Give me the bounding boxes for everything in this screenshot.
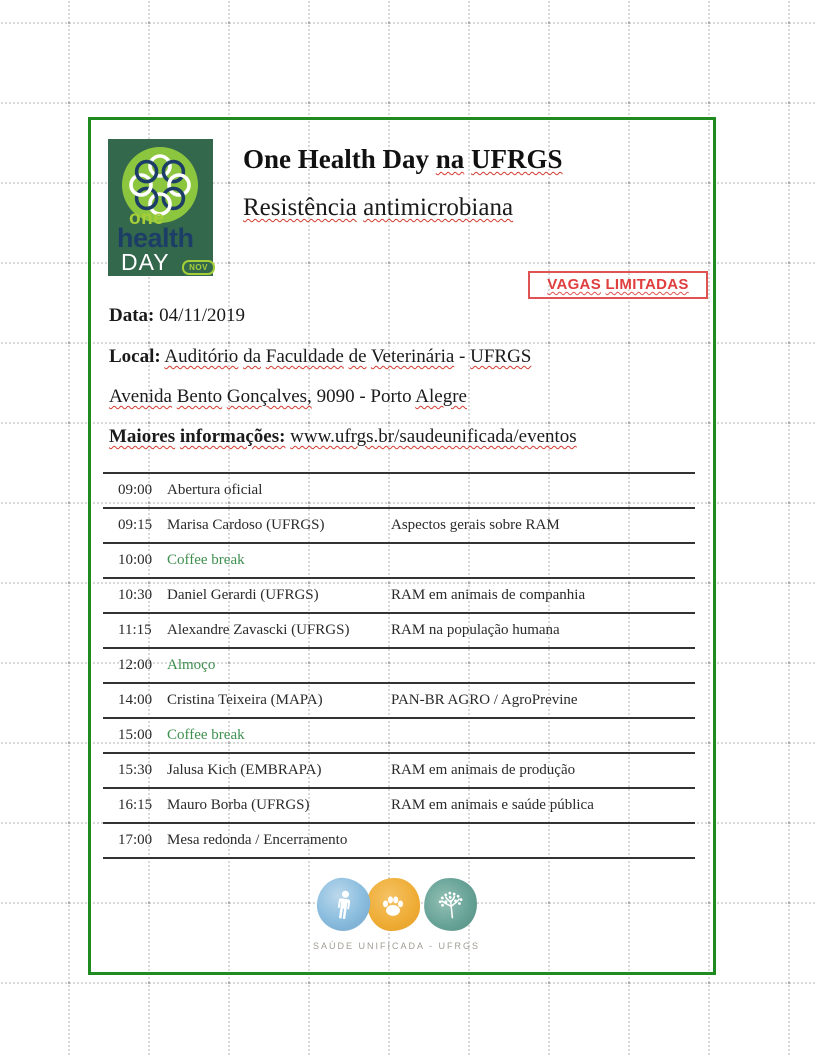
schedule-time: 15:00 bbox=[118, 727, 153, 743]
logo-word-one: one bbox=[129, 208, 165, 229]
text-token: Faculdade bbox=[265, 346, 344, 367]
schedule-speaker: Almoço bbox=[167, 657, 216, 673]
location-line bbox=[109, 346, 531, 368]
text-token: Resistência bbox=[243, 194, 357, 221]
tree-icon bbox=[421, 875, 479, 933]
schedule-row bbox=[103, 682, 695, 717]
schedule-speaker: Abertura oficial bbox=[167, 482, 263, 498]
text-token: da bbox=[243, 346, 261, 367]
schedule-row bbox=[103, 752, 695, 787]
text-token: de bbox=[348, 346, 367, 367]
schedule-speaker: Daniel Gerardi (UFRGS) bbox=[167, 587, 319, 603]
text-token: na bbox=[435, 144, 465, 174]
more-info-line bbox=[109, 426, 577, 448]
text-token: Maiores bbox=[109, 426, 176, 447]
footer-caption: SAÚDE UNIFICADA - UFRGS bbox=[312, 941, 480, 951]
schedule-row bbox=[103, 822, 695, 857]
logo-word-health: health bbox=[117, 223, 194, 253]
schedule-speaker: Mesa redonda / Encerramento bbox=[167, 832, 348, 848]
text-token: informações: bbox=[179, 426, 286, 447]
text-token: LIMITADAS bbox=[605, 276, 689, 293]
person-icon bbox=[313, 875, 373, 935]
text-token: Auditório bbox=[164, 346, 239, 367]
event-flyer bbox=[88, 117, 716, 975]
text-token: Veterinária bbox=[370, 346, 455, 367]
text-token: Gonçalves, bbox=[226, 386, 312, 407]
schedule-time: 09:00 bbox=[118, 482, 153, 498]
page-title bbox=[243, 144, 563, 175]
text-token: 04/11/2019 bbox=[154, 305, 245, 326]
text-token: Data: bbox=[109, 305, 155, 326]
text-token: www.ufrgs.br/saudeunificada/eventos bbox=[290, 426, 577, 447]
text-token: Local: bbox=[109, 346, 161, 367]
schedule-time: 12:00 bbox=[118, 657, 153, 673]
saude-unificada-logos bbox=[80, 878, 713, 931]
text-token: VAGAS bbox=[547, 276, 601, 293]
schedule-row bbox=[103, 647, 695, 682]
text-token: UFRGS bbox=[471, 144, 563, 174]
schedule-topic: RAM em animais e saúde pública bbox=[391, 797, 594, 813]
schedule-speaker: Coffee break bbox=[167, 727, 245, 743]
schedule-time: 10:00 bbox=[118, 552, 153, 568]
text-token: Alegre bbox=[415, 386, 467, 407]
schedule-speaker: Coffee break bbox=[167, 552, 245, 568]
schedule-row bbox=[103, 472, 695, 507]
address-line bbox=[109, 386, 467, 408]
schedule-topic: RAM em animais de companhia bbox=[391, 587, 586, 603]
schedule-speaker: Cristina Teixeira (MAPA) bbox=[167, 692, 323, 708]
logo-nov-badge: NOV bbox=[182, 260, 215, 275]
text-token: One Health Day bbox=[243, 144, 436, 174]
one-health-day-logo bbox=[108, 139, 213, 276]
text-token: Avenida bbox=[109, 386, 172, 407]
schedule-time: 15:30 bbox=[118, 762, 153, 778]
schedule-table bbox=[103, 472, 695, 859]
text-token: 9090 - Porto bbox=[311, 386, 416, 407]
schedule-time: 17:00 bbox=[118, 832, 153, 848]
schedule-speaker: Mauro Borba (UFRGS) bbox=[167, 797, 310, 813]
schedule-time: 09:15 bbox=[118, 517, 153, 533]
schedule-row bbox=[103, 787, 695, 822]
schedule-topic: RAM na população humana bbox=[391, 622, 560, 638]
logo-word-day: DAY bbox=[121, 249, 170, 275]
vagas-limitadas-badge bbox=[528, 271, 708, 299]
schedule-time: 10:30 bbox=[118, 587, 153, 603]
schedule-row bbox=[103, 612, 695, 647]
text-token: Bento bbox=[176, 386, 223, 407]
schedule-topic: PAN-BR AGRO / AgroPrevine bbox=[391, 692, 578, 708]
page-subtitle bbox=[243, 194, 513, 222]
schedule-topic: Aspectos gerais sobre RAM bbox=[391, 517, 560, 533]
text-token: antimicrobiana bbox=[363, 194, 514, 221]
schedule-speaker: Alexandre Zavascki (UFRGS) bbox=[167, 622, 350, 638]
paw-icon bbox=[367, 878, 420, 931]
schedule-speaker: Jalusa Kich (EMBRAPA) bbox=[167, 762, 322, 778]
date-line bbox=[109, 305, 245, 327]
schedule-time: 14:00 bbox=[118, 692, 153, 708]
schedule-row bbox=[103, 507, 695, 542]
text-token: - bbox=[454, 346, 471, 367]
text-token: UFRGS bbox=[470, 346, 532, 367]
schedule-row bbox=[103, 577, 695, 612]
schedule-time: 16:15 bbox=[118, 797, 153, 813]
schedule-topic: RAM em animais de produção bbox=[391, 762, 576, 778]
schedule-row bbox=[103, 717, 695, 752]
schedule-time: 11:15 bbox=[118, 622, 152, 638]
schedule-row bbox=[103, 542, 695, 577]
schedule-speaker: Marisa Cardoso (UFRGS) bbox=[167, 517, 325, 533]
